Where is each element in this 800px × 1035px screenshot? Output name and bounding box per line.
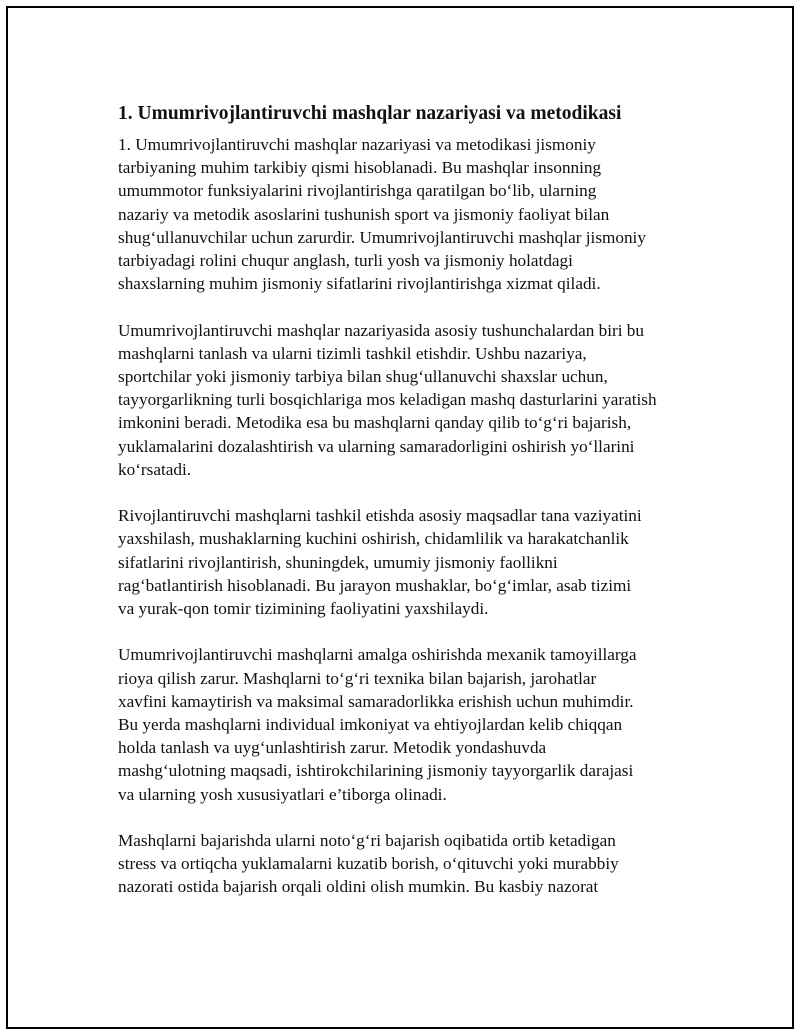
page-frame: [6, 6, 794, 1029]
document-body: [118, 100, 698, 922]
paragraph-3: Rivojlantiruvchi mashqlarni tashkil etishda asosiy maqsadlar tana vaziyatini yaxshilash, mushaklarning kuchini oshirish, chidamlilik va harakatchanlik sifatlarini rivojlantirish, shuningdek, umumiy jismoniy faollikni rag‘batlantirish hisoblanadi. Bu jarayon mushaklar, bo‘g‘imlar, asab tizimi va yurak-qon tomir tizimining faoliyatini yaxshilaydi.: [118, 506, 642, 619]
document-title: 1. Umumrivojlantiruvchi mashqlar nazariyasi va metodikasi: [118, 103, 622, 124]
paragraph-4: Umumrivojlantiruvchi mashqlarni amalga oshirishda mexanik tamoyillarga rioya qilish zarur. Mashqlarni to‘g‘ri texnika bilan bajarish, jarohatlar xavfini kamaytirish va maksimal samaradorlikka erishish uchun muhimdir. Bu yerda mashqlarni individual imkoniyat va ehtiyojlardan kelib chiqqan holda tanlash va uyg‘unlashtirish zarur. Metodik yondashuvda mashg‘ulotning maqsadi, ishtirokchilarining jismoniy tayyorgarlik darajasi va ularning yosh xususiyatlari e’tiborga olinadi.: [118, 645, 637, 804]
paragraph-2: Umumrivojlantiruvchi mashqlar nazariyasida asosiy tushunchalardan biri bu mashqlarni tanlash va ularni tizimli tashkil etishdir. Ushbu nazariya, sportchilar yoki jismoniy tarbiya bilan shug‘ullanuvchi shaxslar uchun, tayyorgarlikning turli bosqichlariga mos keladigan mashq dasturlarini yaratish imkonini beradi. Metodika esa bu mashqlarni qanday qilib to‘g‘ri bajarish, yuklamalarini dozalashtirish va ularning samaradorligini oshirish yo‘llarini ko‘rsatadi.: [118, 320, 657, 479]
paragraph-5: Mashqlarni bajarishda ularni noto‘g‘ri bajarish oqibatida ortib ketadigan stress va ortiqcha yuklamalarni kuzatib borish, o‘qituvchi yoki murabbiy nazorati ostida bajarish orqali oldini olish mumkin. Bu kasbiy nazorat: [118, 831, 619, 897]
paragraph-1: 1. Umumrivojlantiruvchi mashqlar nazariyasi va metodikasi jismoniy tarbiyaning muhim tarkibiy qismi hisoblanadi. Bu mashqlar insonning umummotor funksiyalarini rivojlantirishga qaratilgan bo‘lib, ularning nazariy va metodik asoslarini tushunish sport va jismoniy faoliyat bilan shug‘ullanuvchilar uchun zarurdir. Umumrivojlantiruvchi mashqlar jismoniy tarbiyadagi rolini chuqur anglash, turli yosh va jismoniy holatdagi shaxslarning muhim jismoniy sifatlarini rivojlantirishga xizmat qiladi.: [118, 135, 646, 294]
